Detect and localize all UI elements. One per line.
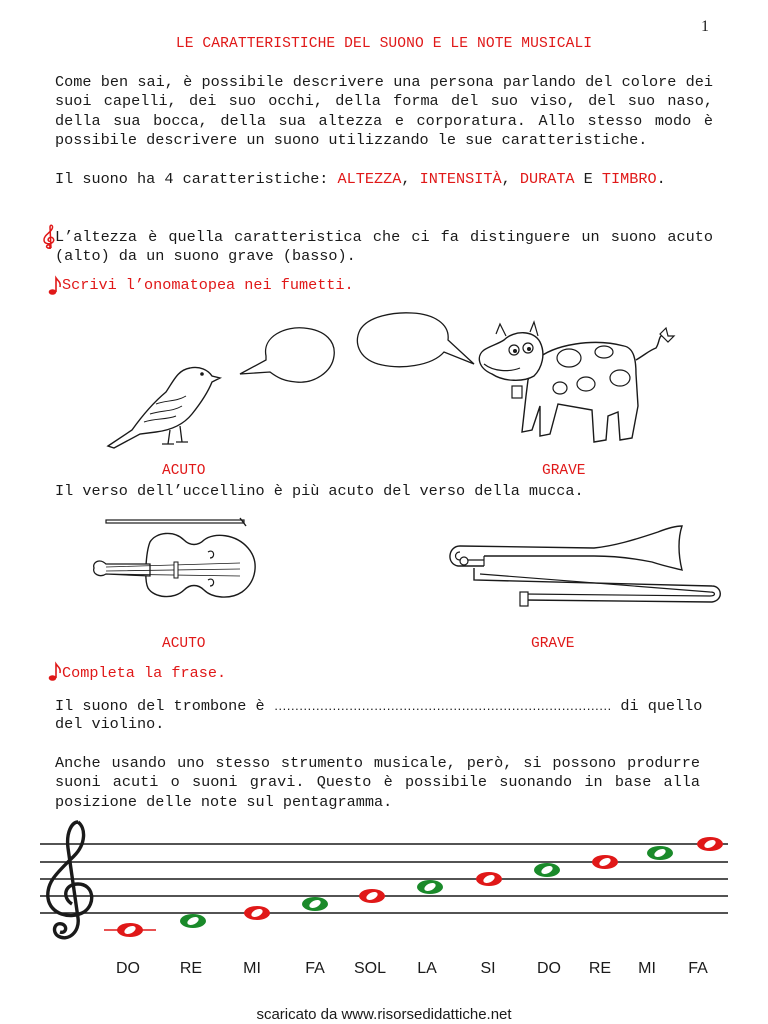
exercise-instruction-onomatopea: Scrivi l’onomatopea nei fumetti. <box>62 276 354 294</box>
note-name-do: DO <box>116 960 140 977</box>
altezza-definition: L’altezza è quella caratteristica che ci fa distinguere un suono acuto (alto) da un suono grave (basso). <box>55 228 713 266</box>
speech-bubble-bird[interactable] <box>238 326 338 386</box>
bird-illustration <box>104 358 222 450</box>
staff-lines <box>40 844 728 913</box>
notes-group <box>104 837 723 937</box>
note-name-mi: MI <box>243 960 261 977</box>
intro-paragraph: Come ben sai, è possibile descrivere una persona parlando del colore dei suoi capelli, dei suo occhi, della forma del suo viso, del suo naso, della sua bocca, della sua altezza e corporatura. Allo stesso modo è possibile descrivere un suono utilizzando le sue caratteristiche. <box>55 73 713 149</box>
note-name-do: DO <box>537 960 561 977</box>
note-name-la: LA <box>417 960 437 977</box>
exercise-instruction-completa: Completa la frase. <box>62 664 227 682</box>
page-title: LE CARATTERISTICHE DEL SUONO E LE NOTE MUSICALI <box>175 36 593 52</box>
note-name-sol: SOL <box>353 960 386 977</box>
note-name-fa: FA <box>688 960 708 977</box>
treble-clef-icon <box>48 822 92 938</box>
music-staff <box>0 820 768 950</box>
music-note-icon <box>48 276 62 296</box>
speech-bubble-cow[interactable] <box>354 312 479 374</box>
note-name-re: RE <box>179 960 203 977</box>
keyword-timbro: TIMBRO <box>601 170 657 188</box>
violin-illustration <box>90 518 264 602</box>
note-name-re: RE <box>588 960 612 977</box>
animals-caption: Il verso dell’uccellino è più acuto del verso della mucca. <box>55 482 584 500</box>
keyword-durata: DURATA <box>519 170 575 188</box>
label-acuto-violin: ACUTO <box>162 636 206 652</box>
footer-source: scaricato da www.risorsedidattiche.net <box>256 1006 512 1023</box>
answer-blank[interactable]: ……………………………………………………………………… <box>273 698 612 713</box>
fill-in-sentence-end: del violino. <box>55 715 165 733</box>
cow-illustration <box>474 320 674 450</box>
note-name-fa: FA <box>305 960 325 977</box>
keyword-intensita: INTENSITÀ <box>419 170 502 188</box>
staff-intro-paragraph: Anche usando uno stesso strumento musicale, però, si possono produrre suoni acuti o suoni gravi. Questo è possibile suonando in base alla posizione delle note sul pentagramma. <box>55 754 700 811</box>
label-grave-trombone: GRAVE <box>531 636 575 652</box>
page-number: 1 <box>701 18 709 35</box>
label-grave-cow: GRAVE <box>542 463 586 479</box>
note-name-si: SI <box>480 960 496 977</box>
note-name-mi: MI <box>638 960 656 977</box>
label-acuto-bird: ACUTO <box>162 463 206 479</box>
characteristics-line: Il suono ha 4 caratteristiche: ALTEZZA, INTENSITÀ, DURATA E TIMBRO. <box>55 170 666 188</box>
trombone-illustration <box>444 524 726 610</box>
fill-in-sentence: Il suono del trombone è ……………………………………………………………………… di quello <box>55 697 703 715</box>
music-note-icon <box>48 662 62 682</box>
keyword-altezza: ALTEZZA <box>337 170 402 188</box>
